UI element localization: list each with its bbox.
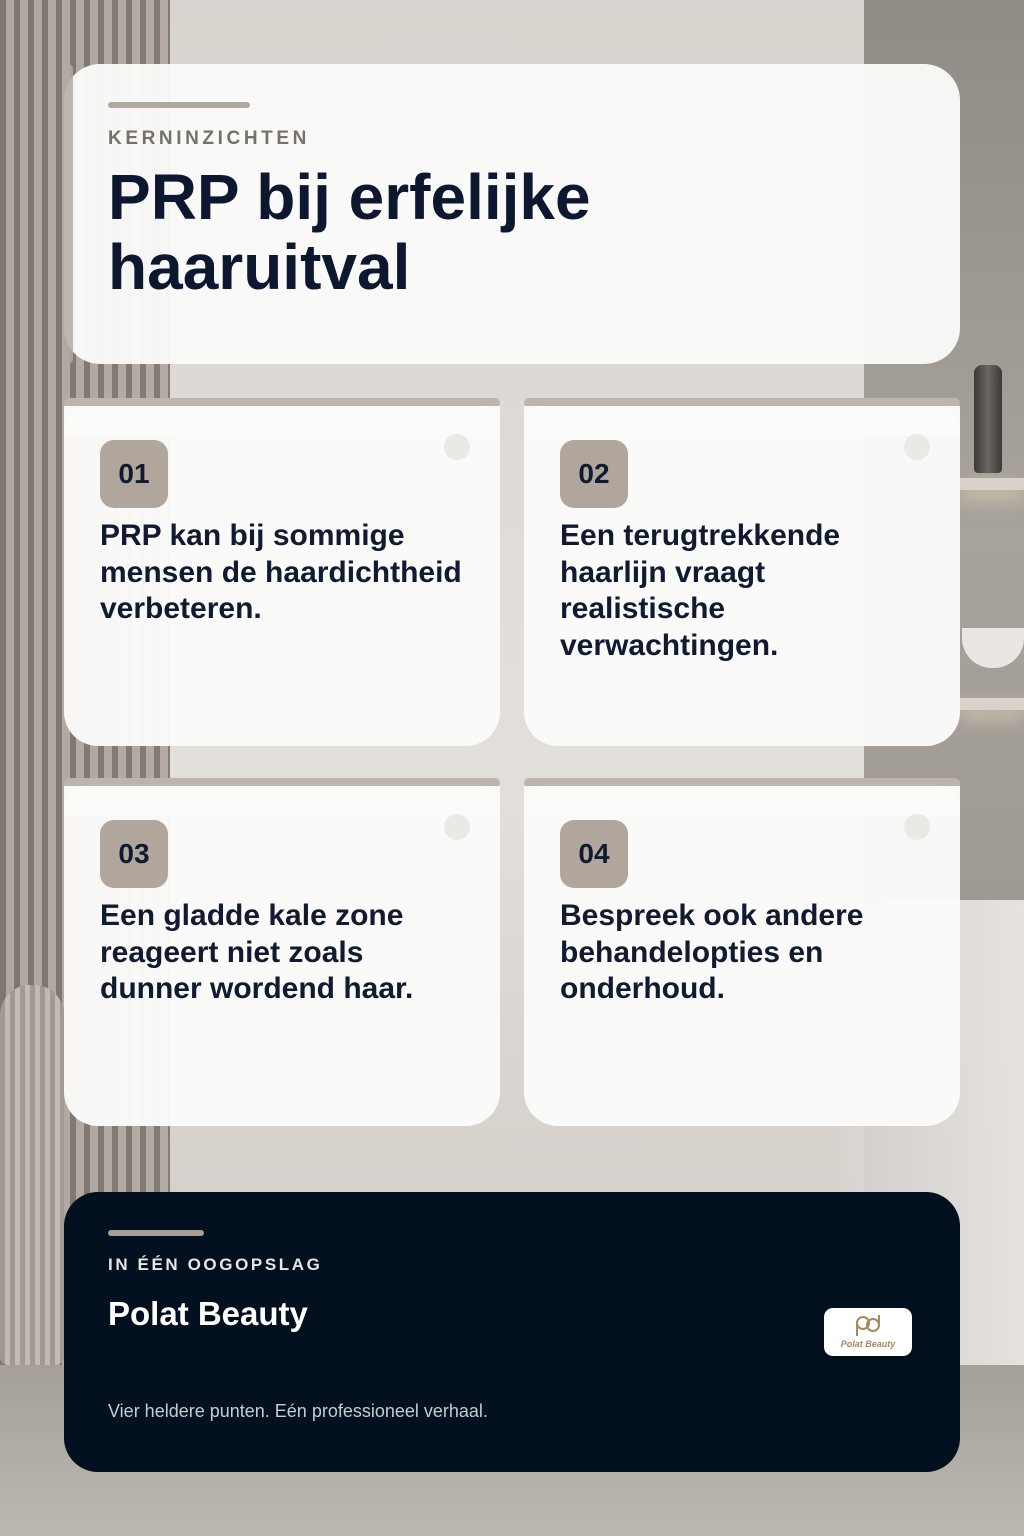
tagline: Vier heldere punten. Eén professioneel verhaal. bbox=[108, 1401, 488, 1421]
card-number-badge: 02 bbox=[560, 440, 628, 508]
logo-wordmark: Polat Beauty bbox=[840, 1339, 896, 1349]
card-number-badge: 03 bbox=[100, 820, 168, 888]
page-title: PRP bij erfelijke haaruitval bbox=[108, 161, 591, 303]
card-dot-decoration bbox=[444, 434, 470, 460]
header-card bbox=[64, 64, 960, 364]
logo-monogram-icon bbox=[854, 1314, 882, 1338]
card-number-badge: 01 bbox=[100, 440, 168, 508]
insight-card bbox=[524, 398, 960, 746]
card-body bbox=[524, 786, 960, 1126]
card-body bbox=[524, 406, 960, 746]
footer-eyebrow: IN ÉÉN OOGOPSLAG bbox=[108, 1255, 323, 1274]
card-body bbox=[64, 406, 500, 746]
header-accent-rule bbox=[108, 102, 250, 108]
card-dot-decoration bbox=[444, 814, 470, 840]
header-eyebrow: KERNINZICHTEN bbox=[108, 128, 310, 149]
card-dot-decoration bbox=[904, 434, 930, 460]
background-vase bbox=[0, 985, 64, 1365]
card-text: Bespreek ook andere behandelopties en onderhoud. bbox=[560, 899, 864, 1005]
card-dot-decoration bbox=[904, 814, 930, 840]
card-text: Een gladde kale zone reageert niet zoals dunner wordend haar. bbox=[100, 899, 414, 1005]
brand-name: Polat Beauty bbox=[108, 1295, 308, 1332]
card-number-badge: 04 bbox=[560, 820, 628, 888]
footer-accent-rule bbox=[108, 1230, 204, 1236]
insight-card bbox=[64, 398, 500, 746]
header-accent-edge bbox=[63, 64, 73, 364]
brand-logo bbox=[824, 1308, 912, 1356]
footer-card bbox=[64, 1192, 960, 1472]
card-text: PRP kan bij sommige mensen de haardichtheid verbeteren. bbox=[100, 519, 462, 625]
card-body bbox=[64, 786, 500, 1126]
insight-card bbox=[524, 778, 960, 1126]
background-bottle bbox=[974, 365, 1002, 473]
card-text: Een terugtrekkende haarlijn vraagt realistische verwachtingen. bbox=[560, 519, 841, 662]
background-shelf bbox=[960, 478, 1024, 490]
background-shelf bbox=[960, 698, 1024, 710]
insight-card bbox=[64, 778, 500, 1126]
